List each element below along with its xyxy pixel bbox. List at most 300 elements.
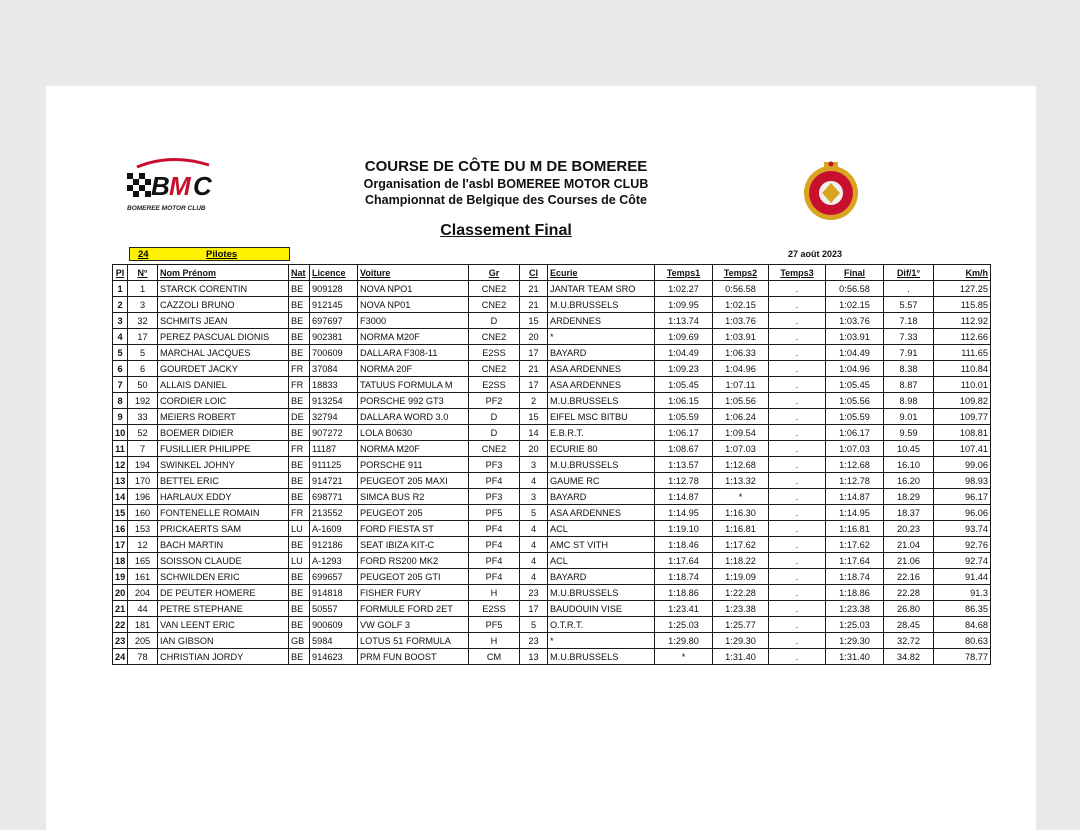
cell-time3: . (769, 377, 826, 393)
table-row (113, 569, 991, 585)
cell-class: 17 (520, 345, 548, 361)
cell-licence: 699657 (310, 569, 358, 585)
cell-group: E2SS (469, 601, 520, 617)
cell-number: 1 (128, 281, 158, 297)
table-row (113, 537, 991, 553)
cell-diff: 21.06 (884, 553, 934, 569)
cell-time1: 1:04.49 (655, 345, 713, 361)
cell-speed: 80.63 (934, 633, 991, 649)
cell-class: 17 (520, 377, 548, 393)
cell-time1: * (655, 649, 713, 665)
cell-time2: 1:09.54 (713, 425, 769, 441)
cell-speed: 107.41 (934, 441, 991, 457)
cell-car: F3000 (358, 313, 469, 329)
cell-time2: * (713, 489, 769, 505)
cell-pl: 5 (113, 345, 128, 361)
cell-time1: 1:14.95 (655, 505, 713, 521)
cell-licence: 914818 (310, 585, 358, 601)
cell-team: M.U.BRUSSELS (548, 393, 655, 409)
cell-group: CNE2 (469, 361, 520, 377)
cell-class: 23 (520, 585, 548, 601)
cell-speed: 78.77 (934, 649, 991, 665)
cell-time2: 1:18.22 (713, 553, 769, 569)
cell-time2: 1:12.68 (713, 457, 769, 473)
col-header-final: Final (826, 265, 884, 281)
cell-team: * (548, 633, 655, 649)
cell-class: 15 (520, 409, 548, 425)
cell-time3: . (769, 521, 826, 537)
col-header-nat: Nat (289, 265, 310, 281)
cell-diff: 7.33 (884, 329, 934, 345)
cell-name: BETTEL ERIC (158, 473, 289, 489)
cell-licence: 900609 (310, 617, 358, 633)
cell-speed: 96.06 (934, 505, 991, 521)
cell-final: 1:06.17 (826, 425, 884, 441)
table-row (113, 441, 991, 457)
col-header-speed: Km/h (934, 265, 991, 281)
cell-pl: 4 (113, 329, 128, 345)
cell-time2: 1:02.15 (713, 297, 769, 313)
cell-final: 1:03.76 (826, 313, 884, 329)
cell-group: D (469, 409, 520, 425)
cell-number: 33 (128, 409, 158, 425)
cell-team: BAYARD (548, 345, 655, 361)
cell-time3: . (769, 473, 826, 489)
cell-car: NORMA 20F (358, 361, 469, 377)
cell-diff: 8.98 (884, 393, 934, 409)
cell-nat: BE (289, 425, 310, 441)
cell-final: 1:05.45 (826, 377, 884, 393)
cell-number: 78 (128, 649, 158, 665)
cell-diff: 22.28 (884, 585, 934, 601)
svg-text:C: C (193, 171, 212, 201)
racb-logo (800, 160, 862, 222)
cell-final: 1:25.03 (826, 617, 884, 633)
cell-time3: . (769, 313, 826, 329)
cell-time2: 1:04.96 (713, 361, 769, 377)
cell-nat: BE (289, 585, 310, 601)
cell-pl: 10 (113, 425, 128, 441)
cell-name: PEREZ PASCUAL DIONIS (158, 329, 289, 345)
cell-speed: 111.65 (934, 345, 991, 361)
cell-car: FORD FIESTA ST (358, 521, 469, 537)
cell-team: ECURIE 80 (548, 441, 655, 457)
cell-class: 20 (520, 441, 548, 457)
cell-pl: 23 (113, 633, 128, 649)
cell-nat: DE (289, 409, 310, 425)
cell-group: PF2 (469, 393, 520, 409)
cell-nat: BE (289, 537, 310, 553)
cell-car: NORMA M20F (358, 329, 469, 345)
cell-time3: . (769, 425, 826, 441)
cell-final: 1:16.81 (826, 521, 884, 537)
table-row (113, 329, 991, 345)
cell-nat: FR (289, 441, 310, 457)
cell-car: NORMA M20F (358, 441, 469, 457)
cell-speed: 91.3 (934, 585, 991, 601)
cell-team: GAUME RC (548, 473, 655, 489)
cell-nat: BE (289, 473, 310, 489)
cell-time2: 1:31.40 (713, 649, 769, 665)
cell-diff: 8.38 (884, 361, 934, 377)
cell-speed: 93.74 (934, 521, 991, 537)
cell-group: H (469, 633, 520, 649)
cell-nat: FR (289, 377, 310, 393)
cell-final: 1:17.64 (826, 553, 884, 569)
cell-car: PEUGEOT 205 (358, 505, 469, 521)
cell-licence: 213552 (310, 505, 358, 521)
cell-final: 1:17.62 (826, 537, 884, 553)
cell-nat: BE (289, 457, 310, 473)
cell-time1: 1:25.03 (655, 617, 713, 633)
svg-text:M: M (169, 171, 191, 201)
results-table (112, 264, 991, 665)
cell-licence: A-1609 (310, 521, 358, 537)
cell-time2: 1:03.76 (713, 313, 769, 329)
cell-time3: . (769, 585, 826, 601)
cell-team: O.T.R.T. (548, 617, 655, 633)
cell-team: JANTAR TEAM SRO (548, 281, 655, 297)
col-header-time3: Temps3 (769, 265, 826, 281)
cell-diff: 28.45 (884, 617, 934, 633)
cell-class: 5 (520, 617, 548, 633)
cell-name: CHRISTIAN JORDY (158, 649, 289, 665)
cell-licence: 37084 (310, 361, 358, 377)
cell-time2: 1:06.24 (713, 409, 769, 425)
cell-nat: BE (289, 329, 310, 345)
event-date: 27 août 2023 (787, 249, 843, 259)
cell-pl: 8 (113, 393, 128, 409)
cell-diff: 10.45 (884, 441, 934, 457)
cell-group: PF4 (469, 553, 520, 569)
cell-class: 3 (520, 489, 548, 505)
driver-count: 24 (138, 249, 149, 260)
cell-name: ALLAIS DANIEL (158, 377, 289, 393)
cell-pl: 6 (113, 361, 128, 377)
cell-licence: 18833 (310, 377, 358, 393)
cell-time1: 1:05.59 (655, 409, 713, 425)
cell-final: 1:07.03 (826, 441, 884, 457)
cell-group: CNE2 (469, 329, 520, 345)
cell-time2: 1:07.11 (713, 377, 769, 393)
table-row (113, 393, 991, 409)
cell-pl: 20 (113, 585, 128, 601)
cell-licence: 5984 (310, 633, 358, 649)
col-header-diff: Dif/1° (884, 265, 934, 281)
cell-car: PEUGEOT 205 GTI (358, 569, 469, 585)
cell-time2: 1:07.03 (713, 441, 769, 457)
driver-count-banner (129, 247, 290, 261)
cell-diff: 9.59 (884, 425, 934, 441)
cell-diff: 22.16 (884, 569, 934, 585)
cell-time1: 1:08.67 (655, 441, 713, 457)
cell-name: SWINKEL JOHNY (158, 457, 289, 473)
cell-number: 12 (128, 537, 158, 553)
cell-class: 21 (520, 281, 548, 297)
cell-class: 23 (520, 633, 548, 649)
cell-speed: 110.84 (934, 361, 991, 377)
cell-pl: 22 (113, 617, 128, 633)
cell-team: EIFEL MSC BITBU (548, 409, 655, 425)
cell-licence: 914721 (310, 473, 358, 489)
cell-speed: 96.17 (934, 489, 991, 505)
cell-nat: BE (289, 345, 310, 361)
cell-nat: BE (289, 617, 310, 633)
cell-number: 196 (128, 489, 158, 505)
cell-time3: . (769, 537, 826, 553)
cell-class: 13 (520, 649, 548, 665)
cell-time1: 1:19.10 (655, 521, 713, 537)
cell-final: 0:56.58 (826, 281, 884, 297)
cell-final: 1:04.96 (826, 361, 884, 377)
cell-licence: 912145 (310, 297, 358, 313)
cell-licence: A-1293 (310, 553, 358, 569)
cell-name: GOURDET JACKY (158, 361, 289, 377)
cell-class: 15 (520, 313, 548, 329)
cell-pl: 15 (113, 505, 128, 521)
table-row (113, 473, 991, 489)
cell-time1: 1:12.78 (655, 473, 713, 489)
cell-time1: 1:09.69 (655, 329, 713, 345)
cell-time1: 1:06.17 (655, 425, 713, 441)
cell-name: PRICKAERTS SAM (158, 521, 289, 537)
cell-group: PF3 (469, 489, 520, 505)
cell-pl: 3 (113, 313, 128, 329)
cell-number: 32 (128, 313, 158, 329)
table-row (113, 297, 991, 313)
col-header-licence: Licence (310, 265, 358, 281)
cell-time3: . (769, 505, 826, 521)
cell-pl: 7 (113, 377, 128, 393)
cell-group: PF4 (469, 569, 520, 585)
cell-time2: 1:16.81 (713, 521, 769, 537)
cell-licence: 32794 (310, 409, 358, 425)
cell-group: PF3 (469, 457, 520, 473)
cell-licence: 914623 (310, 649, 358, 665)
cell-group: H (469, 585, 520, 601)
cell-diff: . (884, 281, 934, 297)
cell-final: 1:14.95 (826, 505, 884, 521)
cell-time1: 1:09.23 (655, 361, 713, 377)
cell-name: CAZZOLI BRUNO (158, 297, 289, 313)
cell-time1: 1:09.95 (655, 297, 713, 313)
cell-pl: 1 (113, 281, 128, 297)
cell-car: DALLARA F308-11 (358, 345, 469, 361)
cell-speed: 127.25 (934, 281, 991, 297)
cell-time2: 1:16.30 (713, 505, 769, 521)
cell-car: NOVA NPO1 (358, 281, 469, 297)
logo-caption: BOMEREE MOTOR CLUB (127, 205, 206, 212)
table-row (113, 633, 991, 649)
cell-class: 2 (520, 393, 548, 409)
cell-number: 17 (128, 329, 158, 345)
cell-team: * (548, 329, 655, 345)
cell-licence: 912186 (310, 537, 358, 553)
cell-class: 21 (520, 361, 548, 377)
cell-speed: 86.35 (934, 601, 991, 617)
cell-car: PORSCHE 911 (358, 457, 469, 473)
cell-time2: 1:22.28 (713, 585, 769, 601)
cell-group: E2SS (469, 345, 520, 361)
cell-time1: 1:13.74 (655, 313, 713, 329)
col-header-class: Cl (520, 265, 548, 281)
cell-nat: GB (289, 633, 310, 649)
cell-final: 1:23.38 (826, 601, 884, 617)
cell-group: D (469, 425, 520, 441)
cell-licence: 11187 (310, 441, 358, 457)
table-row (113, 489, 991, 505)
cell-time1: 1:18.46 (655, 537, 713, 553)
cell-time1: 1:17.64 (655, 553, 713, 569)
cell-name: BACH MARTIN (158, 537, 289, 553)
cell-number: 205 (128, 633, 158, 649)
cell-car: PORSCHE 992 GT3 (358, 393, 469, 409)
organizer-line: Organisation de l'asbl BOMEREE MOTOR CLUB (363, 177, 649, 191)
cell-time3: . (769, 457, 826, 473)
cell-car: LOTUS 51 FORMULA (358, 633, 469, 649)
cell-time2: 0:56.58 (713, 281, 769, 297)
cell-team: ACL (548, 553, 655, 569)
cell-nat: FR (289, 361, 310, 377)
event-title: COURSE DE CÔTE DU M DE BOMEREE (364, 158, 648, 175)
cell-diff: 18.29 (884, 489, 934, 505)
table-row (113, 649, 991, 665)
cell-time3: . (769, 553, 826, 569)
cell-class: 14 (520, 425, 548, 441)
cell-nat: FR (289, 505, 310, 521)
cell-team: E.B.R.T. (548, 425, 655, 441)
table-row (113, 361, 991, 377)
cell-number: 192 (128, 393, 158, 409)
cell-team: ACL (548, 521, 655, 537)
cell-time2: 1:05.56 (713, 393, 769, 409)
table-row (113, 553, 991, 569)
page-title: Classement Final (440, 222, 572, 239)
table-row (113, 601, 991, 617)
cell-time3: . (769, 569, 826, 585)
cell-final: 1:31.40 (826, 649, 884, 665)
cell-final: 1:05.56 (826, 393, 884, 409)
cell-number: 204 (128, 585, 158, 601)
cell-time2: 1:29.30 (713, 633, 769, 649)
cell-group: CNE2 (469, 281, 520, 297)
cell-name: MARCHAL JACQUES (158, 345, 289, 361)
cell-number: 165 (128, 553, 158, 569)
cell-pl: 18 (113, 553, 128, 569)
cell-nat: BE (289, 489, 310, 505)
cell-number: 161 (128, 569, 158, 585)
cell-number: 5 (128, 345, 158, 361)
cell-class: 4 (520, 553, 548, 569)
cell-final: 1:29.30 (826, 633, 884, 649)
table-row (113, 409, 991, 425)
cell-group: PF4 (469, 521, 520, 537)
table-row (113, 585, 991, 601)
table-row (113, 313, 991, 329)
table-row (113, 617, 991, 633)
table-row (113, 377, 991, 393)
cell-nat: LU (289, 553, 310, 569)
cell-car: NOVA NP01 (358, 297, 469, 313)
cell-group: E2SS (469, 377, 520, 393)
cell-number: 52 (128, 425, 158, 441)
col-header-name: Nom Prénom (158, 265, 289, 281)
cell-pl: 17 (113, 537, 128, 553)
cell-time2: 1:19.09 (713, 569, 769, 585)
cell-diff: 7.91 (884, 345, 934, 361)
cell-licence: 700609 (310, 345, 358, 361)
cell-final: 1:02.15 (826, 297, 884, 313)
cell-name: STARCK CORENTIN (158, 281, 289, 297)
cell-speed: 98.93 (934, 473, 991, 489)
cell-diff: 7.18 (884, 313, 934, 329)
cell-pl: 11 (113, 441, 128, 457)
cell-car: VW GOLF 3 (358, 617, 469, 633)
cell-time3: . (769, 633, 826, 649)
bomeree-motor-club-logo (117, 155, 225, 215)
cell-speed: 112.92 (934, 313, 991, 329)
cell-licence: 909128 (310, 281, 358, 297)
cell-diff: 32.72 (884, 633, 934, 649)
col-header-time1: Temps1 (655, 265, 713, 281)
cell-class: 17 (520, 601, 548, 617)
cell-speed: 112.66 (934, 329, 991, 345)
col-header-number: N° (128, 265, 158, 281)
cell-licence: 913254 (310, 393, 358, 409)
cell-class: 3 (520, 457, 548, 473)
cell-team: BAYARD (548, 489, 655, 505)
col-header-team: Ecurie (548, 265, 655, 281)
cell-team: ARDENNES (548, 313, 655, 329)
cell-number: 7 (128, 441, 158, 457)
cell-diff: 21.04 (884, 537, 934, 553)
cell-team: M.U.BRUSSELS (548, 585, 655, 601)
cell-diff: 16.10 (884, 457, 934, 473)
cell-team: BAUDOUIN VISE (548, 601, 655, 617)
cell-nat: BE (289, 313, 310, 329)
cell-licence: 50557 (310, 601, 358, 617)
cell-diff: 34.82 (884, 649, 934, 665)
cell-car: FORMULE FORD 2ET (358, 601, 469, 617)
cell-team: ASA ARDENNES (548, 505, 655, 521)
cell-pl: 9 (113, 409, 128, 425)
cell-time2: 1:06.33 (713, 345, 769, 361)
svg-text:B: B (151, 171, 170, 201)
cell-car: FISHER FURY (358, 585, 469, 601)
cell-speed: 99.06 (934, 457, 991, 473)
cell-diff: 18.37 (884, 505, 934, 521)
cell-name: PETRE STEPHANE (158, 601, 289, 617)
cell-class: 4 (520, 569, 548, 585)
cell-time2: 1:23.38 (713, 601, 769, 617)
cell-licence: 698771 (310, 489, 358, 505)
cell-team: BAYARD (548, 569, 655, 585)
cell-number: 153 (128, 521, 158, 537)
cell-final: 1:18.74 (826, 569, 884, 585)
cell-name: SCHWILDEN ERIC (158, 569, 289, 585)
cell-car: SIMCA BUS R2 (358, 489, 469, 505)
table-row (113, 505, 991, 521)
cell-number: 44 (128, 601, 158, 617)
cell-time3: . (769, 393, 826, 409)
cell-group: CM (469, 649, 520, 665)
cell-final: 1:12.68 (826, 457, 884, 473)
cell-name: IAN GIBSON (158, 633, 289, 649)
cell-name: BOEMER DIDIER (158, 425, 289, 441)
cell-class: 5 (520, 505, 548, 521)
cell-number: 3 (128, 297, 158, 313)
cell-time3: . (769, 617, 826, 633)
